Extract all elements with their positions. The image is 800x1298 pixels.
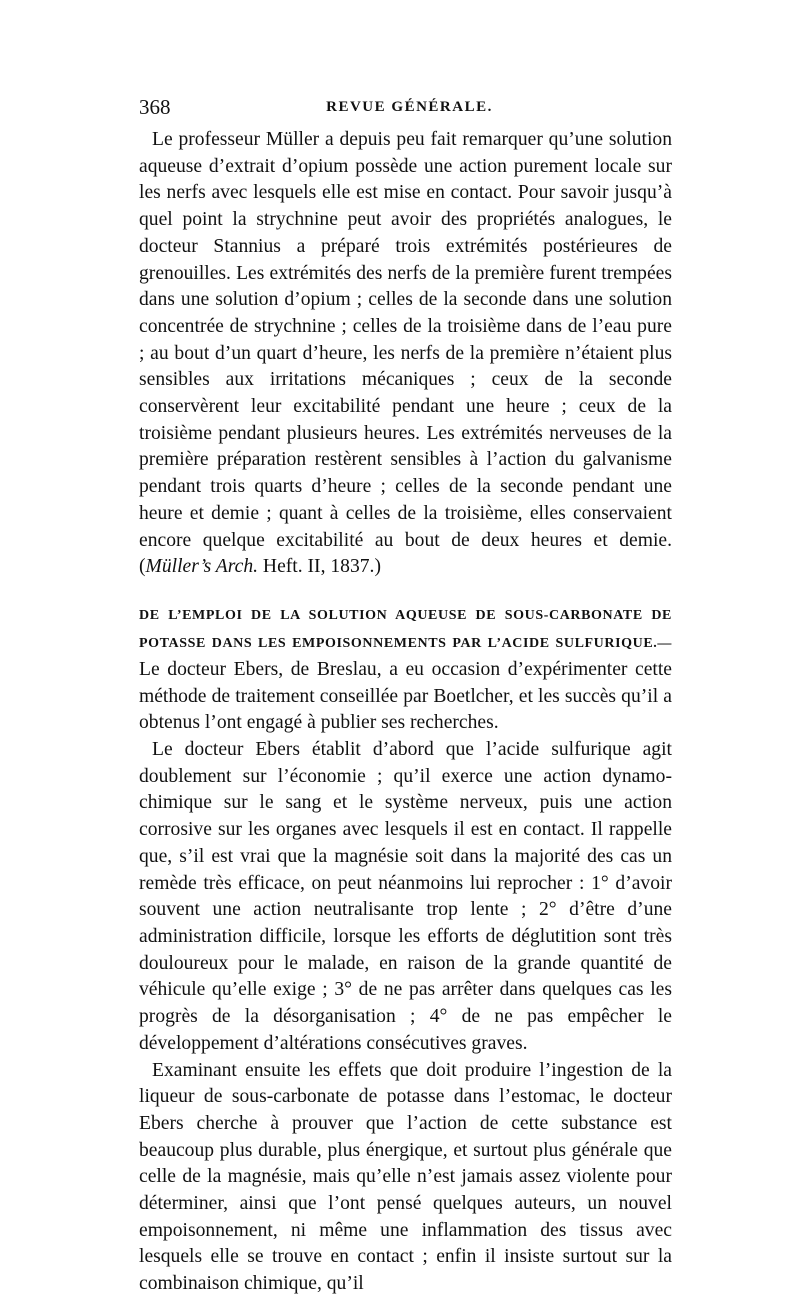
page-header bbox=[139, 95, 680, 125]
paragraph-potash-effects: Examinant ensuite les effets que doit produire l’ingestion de la liqueur de sous-carbonate de potasse dans l’estomac, le docteur Ebers cherche à prouver que l’action de cette substance est beaucoup plus durable, plus énergique, et surtout plus générale que celle de la magnésie, mais qu’elle n’est jamais assez violente pour déterminer, ainsi que l’ont pensé quelques auteurs, un nouvel empoisonnement, ni même une inflammation des tissus avec lesquels elle se trouve en contact ; enfin il insiste surtout sur la combinaison chimique, qu’il bbox=[139, 1059, 672, 1295]
page-number: 368 bbox=[139, 95, 171, 119]
paragraph-ebers-intro: Le docteur Ebers, de Breslau, a eu occasion d’expérimenter cette méthode de traitement conseillée par Boetlcher, et les succès qu’il a obtenus l’ont engagé à publier ses recherches. bbox=[139, 658, 672, 734]
paragraph-stannius-text: Le professeur Müller a depuis peu fait remarquer qu’une solution aqueuse d’extrait d’opium possède une action purement locale sur les nerfs avec lesquels elle est mise en contact. Pour savoir jusqu’à quel point la strychnine peut avoir des propriétés analogues, le docteur Stannius a préparé trois extrémités postérieures de grenouilles. Les extrémités des nerfs de la première furent trempées dans une solution d’opium ; celles de la seconde dans une solution concentrée de strychnine ; celles de la troisième dans de l’eau pure ; au bout d’un quart d’heure, les nerfs de la première n’étaient plus sensibles aux irritations mécaniques ; ceux de la seconde conservèrent leur excitabilité pendant une heure ; ceux de la troisième pendant plusieurs heures. Les extrémités nerveuses de la première préparation restèrent sensibles à l’action du galvanisme pendant trois quarts d’heure ; celles de la seconde pendant une heure et demie ; quant à celles de la troisième, elles conservaient encore quelque excitabilité au bout de deux heures et demie. ( bbox=[139, 129, 672, 578]
running-title: REVUE GÉNÉRALE. bbox=[326, 99, 493, 115]
citation-title: Müller’s Arch. bbox=[145, 556, 259, 578]
section-heading: DE L’EMPLOI DE LA SOLUTION AQUEUSE DE SOUS-CARBONATE DE POTASSE DANS LES EMPOISONNEMENTS PAR L’ACIDE SULFURIQUE.— bbox=[139, 607, 672, 651]
section-gap bbox=[139, 581, 672, 601]
paragraph-stannius bbox=[139, 127, 672, 581]
citation-details: Heft. II, 1837.) bbox=[258, 556, 381, 578]
paragraph-sulfuric-acid: Le docteur Ebers établit d’abord que l’acide sulfurique agit doublement sur l’économie ; qu’il exerce une action dynamo-chimique sur le sang et le système nerveux, puis une action corrosive sur les organes avec lesquels il est en contact. Il rappelle que, s’il est vrai que la magnésie soit dans la majorité des cas un remède très efficace, on peut néanmoins lui reprocher : 1° d’avoir souvent une action neutralisante trop lente ; 2° d’être d’une administration difficile, lorsque les efforts de déglutition sont très douloureux pour le malade, en raison de la grande quantité de véhicule qu’elle exige ; 3° de ne pas arrêter dans quelques cas les progrès de la désorganisation ; 4° de ne pas empêcher le développement d’altérations consécutives graves. bbox=[139, 739, 672, 1054]
page-body bbox=[139, 127, 672, 1298]
section-paragraph bbox=[139, 601, 672, 737]
